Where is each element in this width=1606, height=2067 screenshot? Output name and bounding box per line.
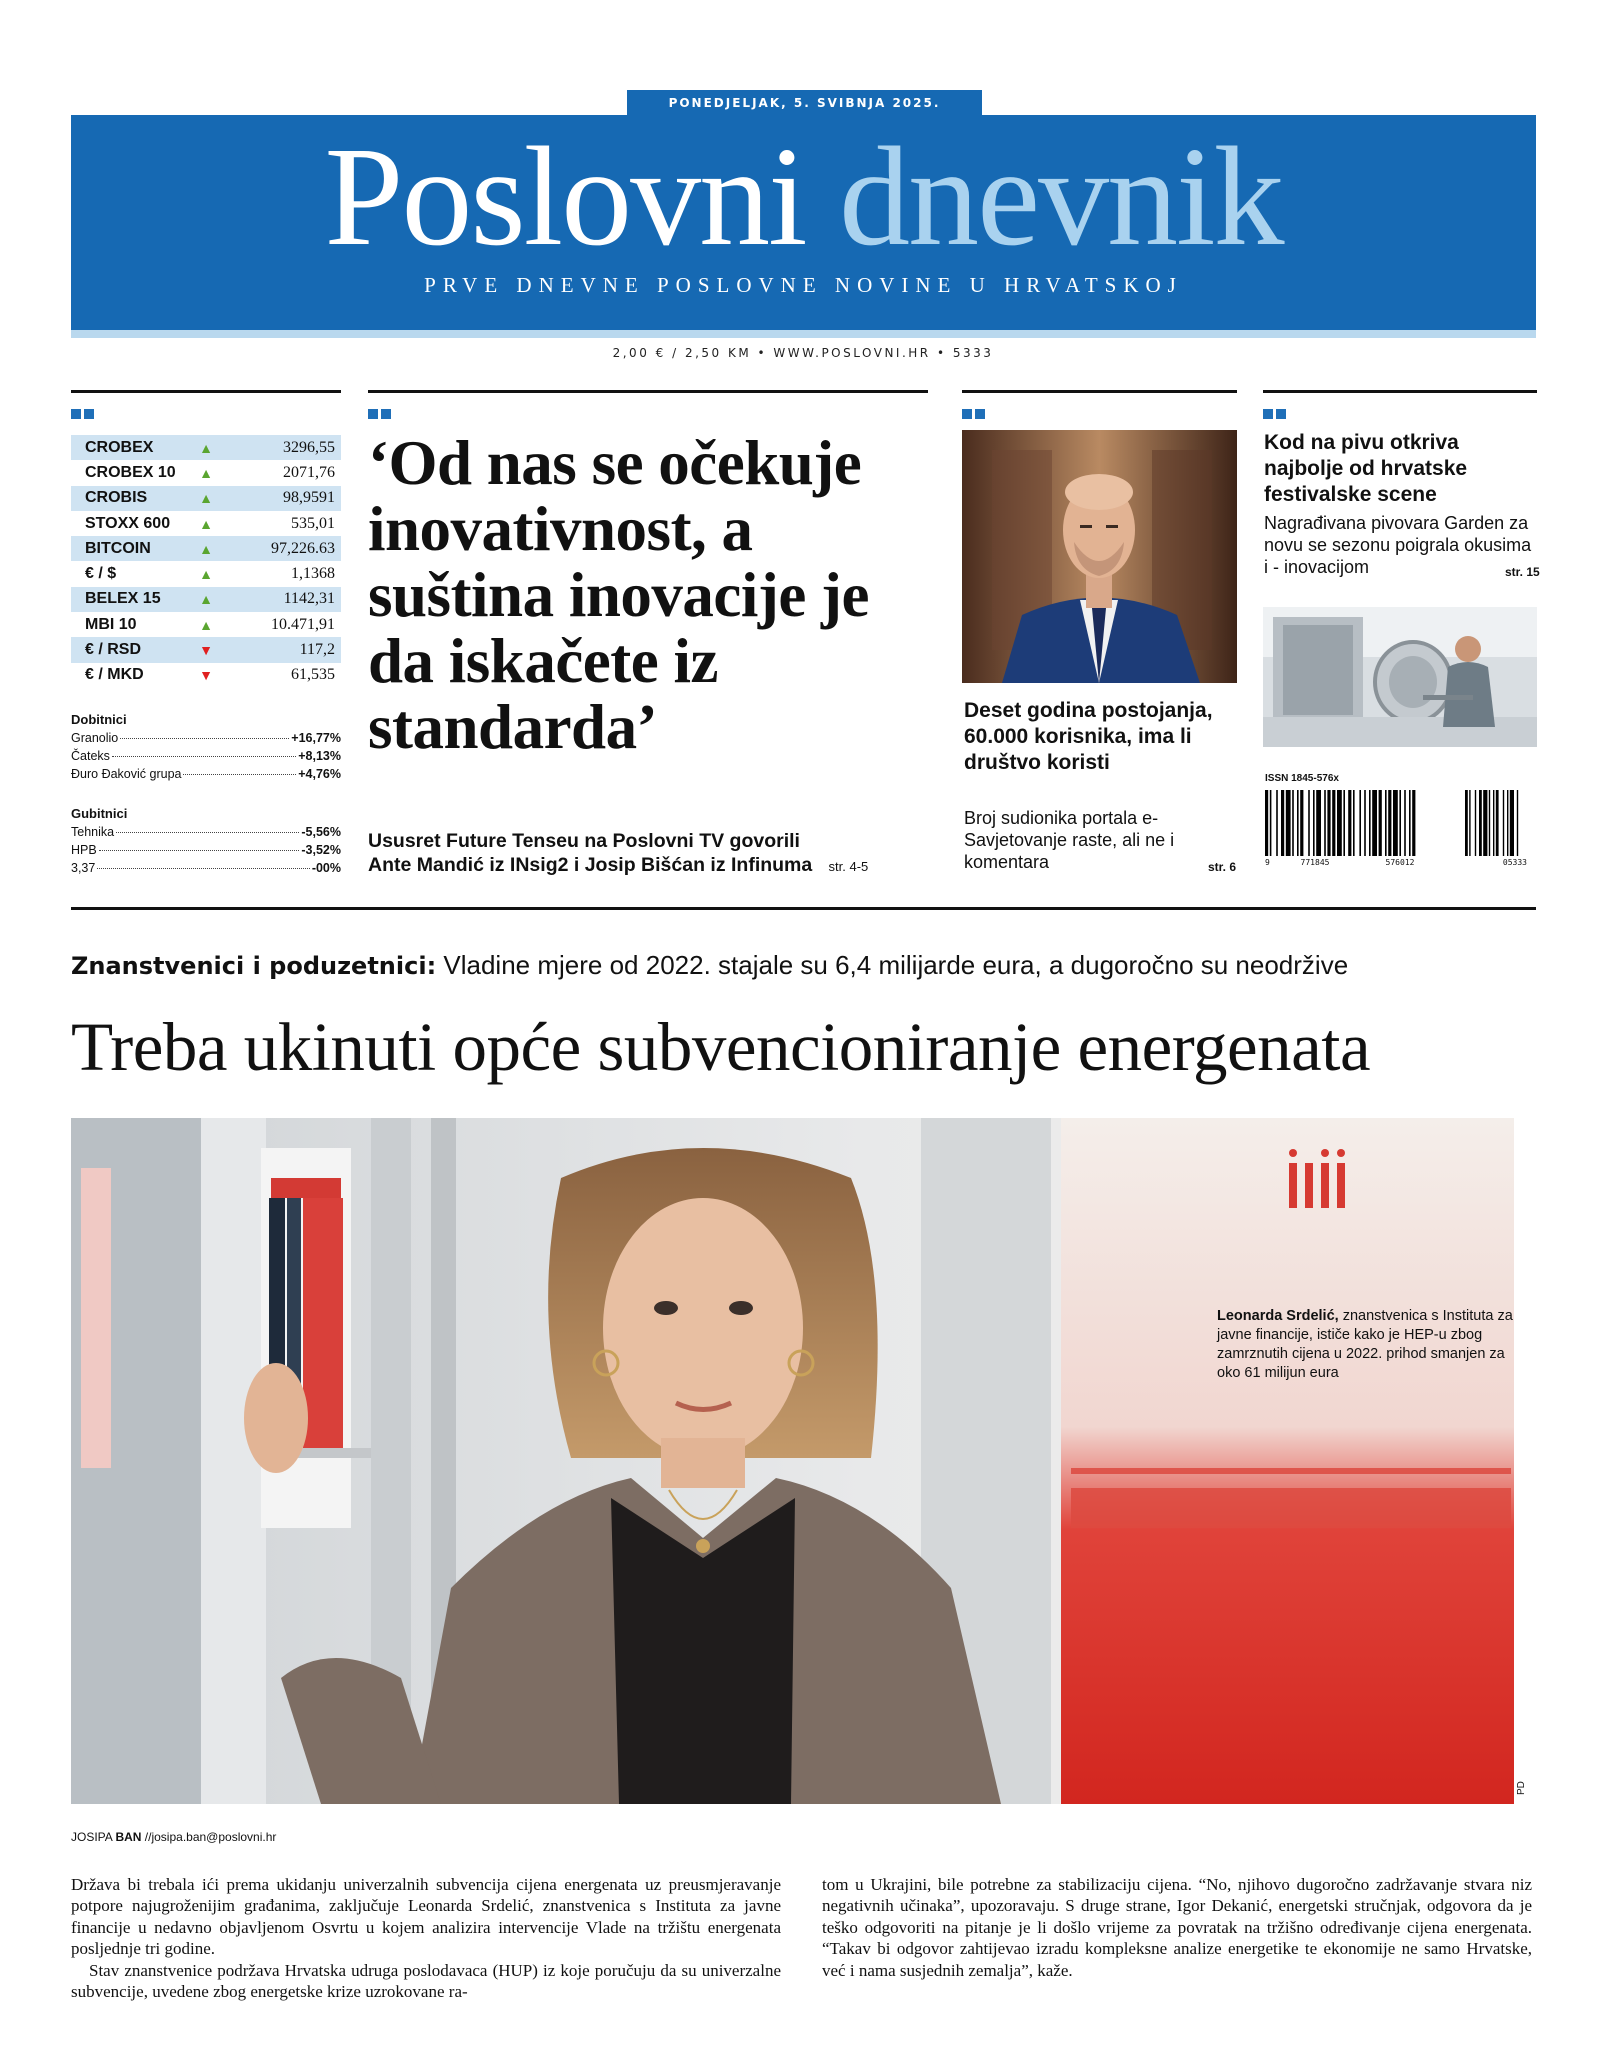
mover-value: +8,13% <box>298 749 341 763</box>
arrow-down-icon: ▼ <box>199 667 213 684</box>
market-row <box>71 511 341 536</box>
article-column-2 <box>822 1874 1532 1981</box>
barcode-bar <box>1343 790 1345 856</box>
caption-name: Leonarda Srdelić, <box>1217 1308 1339 1324</box>
market-row <box>71 637 341 662</box>
middle-story-deck: Broj sudionika portala e-Savjetovanje raste, ali ne i komentara <box>964 808 1175 872</box>
market-name: € / RSD <box>85 641 142 659</box>
barcode <box>1265 790 1535 870</box>
dot-leader <box>112 756 296 757</box>
section-marker <box>1263 409 1286 419</box>
article-column-1 <box>71 1874 781 2002</box>
mover-name: Čateks <box>71 749 110 763</box>
market-value: 1,1368 <box>291 565 335 583</box>
barcode-digits: 576012 <box>1385 858 1415 867</box>
byline <box>71 1830 276 1844</box>
barcode-bar <box>1286 790 1291 856</box>
section-marker <box>962 409 985 419</box>
lead-kicker <box>71 950 1348 981</box>
portrait-photo-man <box>962 430 1237 683</box>
market-row <box>71 561 341 586</box>
barcode-bar <box>1496 790 1499 856</box>
market-row <box>71 486 341 511</box>
section-marker <box>71 409 94 419</box>
barcode-bar <box>1281 790 1284 856</box>
mover-name: Granolio <box>71 731 119 745</box>
mover-row <box>71 843 341 861</box>
column-rule <box>368 390 928 393</box>
barcode-bar <box>1332 790 1335 856</box>
market-row <box>71 435 341 460</box>
column-rule <box>962 390 1237 393</box>
barcode-bar <box>1348 790 1351 856</box>
barcode-digits: 9 <box>1265 858 1270 867</box>
quote-subhead <box>368 829 928 879</box>
barcode-bar <box>1493 790 1494 856</box>
right-story-deck: Nagrađivana pivovara Garden za novu se sezonu poigrala okusima i - inovacijom <box>1264 513 1532 577</box>
arrow-up-icon: ▲ <box>199 515 213 532</box>
mover-value: -3,52% <box>301 843 341 857</box>
kicker-label: Znanstvenici i poduzetnici: <box>71 952 437 980</box>
mover-name: 3,37 <box>71 861 96 875</box>
barcode-bar <box>1324 790 1326 856</box>
market-name: CROBIS <box>85 489 148 507</box>
market-value: 535,01 <box>291 514 335 532</box>
dot-leader <box>183 774 296 775</box>
losers-list <box>71 806 341 879</box>
page-reference: str. 15 <box>1505 565 1540 579</box>
mover-row <box>71 749 341 767</box>
mover-name: HPB <box>71 843 97 857</box>
barcode-bar <box>1475 790 1476 856</box>
barcode-bar <box>1469 790 1470 856</box>
column-rule <box>71 390 341 393</box>
newspaper-logo[interactable] <box>71 115 1536 275</box>
middle-story-headline[interactable]: Deset godina postojanja, 60.000 korisnika, ima li društvo koristi <box>964 699 1213 774</box>
dot-leader <box>97 868 309 869</box>
barcode-bar <box>1517 790 1518 856</box>
market-row <box>71 663 341 688</box>
kicker-text: Vladine mjere od 2022. stajale su 6,4 milijarde eura, a dugoročno su neodržive <box>436 950 1349 980</box>
barcode-bar <box>1337 790 1342 856</box>
barcode-bar <box>1379 790 1382 856</box>
barcode-bar <box>1300 790 1303 856</box>
market-indices <box>71 435 341 688</box>
photo-credit: PD <box>1516 1781 1527 1795</box>
quote-subhead-line2: Ante Mandić iz INsig2 i Josip Bišćan iz Infinuma <box>368 854 813 876</box>
arrow-up-icon: ▲ <box>199 616 213 633</box>
market-name: STOXX 600 <box>85 514 171 532</box>
issue-date: PONEDJELJAK, 5. SVIBNJA 2025. <box>627 90 982 116</box>
mover-row <box>71 767 341 785</box>
market-row <box>71 536 341 561</box>
dot-leader <box>120 738 289 739</box>
barcode-bar <box>1292 790 1294 856</box>
market-value: 98,9591 <box>283 489 335 507</box>
barcode-bar <box>1503 790 1504 856</box>
byline-email[interactable]: //josipa.ban@poslovni.hr <box>141 1830 277 1844</box>
barcode-digits: 771845 <box>1300 858 1330 867</box>
hero-photo-leonarda-srdelic <box>71 1118 1514 1804</box>
mover-value: -00% <box>311 861 341 875</box>
arrow-up-icon: ▲ <box>199 439 213 456</box>
barcode-bar <box>1265 790 1268 856</box>
barcode-bar <box>1399 790 1401 856</box>
market-row <box>71 612 341 637</box>
arrow-up-icon: ▲ <box>199 566 213 583</box>
arrow-down-icon: ▼ <box>199 642 213 659</box>
market-value: 2071,76 <box>283 463 335 481</box>
arrow-up-icon: ▲ <box>199 540 213 557</box>
barcode-bar <box>1510 790 1514 856</box>
mover-row <box>71 861 341 879</box>
barcode-bar <box>1276 790 1278 856</box>
mover-row <box>71 731 341 749</box>
dot-leader <box>99 850 300 851</box>
barcode-bar <box>1297 790 1299 856</box>
market-name: BELEX 15 <box>85 590 161 608</box>
market-name: € / MKD <box>85 666 144 684</box>
quote-subhead-line1: Ususret Future Tenseu na Poslovni TV govorili <box>368 830 800 852</box>
barcode-bar <box>1385 790 1387 856</box>
right-story-headline[interactable]: Kod na pivu otkriva najbolje od hrvatske festivalske scene <box>1264 431 1468 506</box>
tagline: PRVE DNEVNE POSLOVNE NOVINE U HRVATSKOJ <box>424 273 1183 297</box>
barcode-bar <box>1479 790 1482 856</box>
section-marker <box>368 409 391 419</box>
logo-word-dnevnik: dnevnik <box>839 117 1283 275</box>
barcode-bar <box>1313 790 1315 856</box>
market-name: BITCOIN <box>85 539 151 557</box>
section-divider <box>71 907 1536 910</box>
barcode-bar <box>1489 790 1490 856</box>
gainers-title: Dobitnici <box>71 712 127 727</box>
barcode-bar <box>1308 790 1310 856</box>
barcode-bar <box>1270 790 1272 856</box>
barcode-bar <box>1393 790 1398 856</box>
page-reference: str. 6 <box>1208 860 1237 874</box>
article-paragraph: Država bi trebala ići prema ukidanju univerzalnih subvencija cijena energenata uz preusmjeravanje potpore najugroženijim građanima, zaključuje Leonarda Srdelić, znanstvenica s Instituta za javne financije u nedavno objavljenom Osvrtu u kojem analizira intervencije Vlade na tržištu energenata posljednje tri godine. <box>71 1875 781 1959</box>
mover-value: -5,56% <box>301 825 341 839</box>
barcode-bar <box>1465 790 1468 856</box>
byline-first-name: JOSIPA <box>71 1830 116 1844</box>
market-name: CROBEX 10 <box>85 463 176 481</box>
market-value: 117,2 <box>299 641 335 659</box>
arrow-up-icon: ▲ <box>199 591 213 608</box>
issn-number: ISSN 1845-576x <box>1265 773 1339 784</box>
market-value: 97,226.63 <box>271 539 335 557</box>
price-and-website: 2,00 € / 2,50 KM • WWW.POSLOVNI.HR • 5333 <box>612 346 994 360</box>
market-value: 10.471,91 <box>271 615 335 633</box>
page-reference: str. 4-5 <box>828 859 869 874</box>
masthead-underline <box>71 330 1536 338</box>
barcode-bar <box>1409 790 1411 856</box>
arrow-up-icon: ▲ <box>199 464 213 481</box>
barcode-bar <box>1369 790 1371 856</box>
article-paragraph: tom u Ukrajini, bile potrebne za stabilizaciju cijena. “No, njihovo dugoročno zadržavanje stvara niz negativnih učinaka”, upozoravaju. S druge strane, Igor Dekanić, energetski stručnjak, odgovora da je teško odgovoriti na pitanje je li došlo vrijeme za povratak na tržišno određivanje cijena energenata. “Takav bi odgovor zahtijevao izradu kompleksne analize energetike te ekonomije ne samo Hrvatske, već i nama susjednih zemalja”, kaže. <box>822 1875 1532 1980</box>
byline-last-name: BAN <box>115 1830 142 1844</box>
market-value: 1142,31 <box>283 590 335 608</box>
barcode-bar <box>1483 790 1487 856</box>
market-value: 61,535 <box>291 666 335 684</box>
barcode-bar <box>1412 790 1415 856</box>
barcode-bar <box>1359 790 1361 856</box>
quote-headline[interactable]: ‘Od nas se očekuje inovativnost, a suština inovacije je da iskačete iz standarda’ <box>368 428 869 762</box>
barcode-bar <box>1327 790 1330 856</box>
masthead <box>71 115 1536 330</box>
arrow-up-icon: ▲ <box>199 490 213 507</box>
barcode-bar <box>1388 790 1391 856</box>
caption-text: znanstvenica s Instituta za javne financije, ističe kako je HEP-u zbog zamrznutih cijena u 2022. prihod smanjen za oko 61 milijun eura <box>1217 1308 1513 1381</box>
mover-name: Tehnika <box>71 825 115 839</box>
gainers-list <box>71 712 341 785</box>
photo-caption <box>1217 1307 1517 1383</box>
barcode-digits: 05333 <box>1502 858 1527 867</box>
article-paragraph: Stav znanstvenice podržava Hrvatska udruga poslodavaca (HUP) iz koje poručuju da su univerzalne subvencije, uvedene zbog energetske krize uzrokovane ra- <box>71 1960 781 2002</box>
barcode-bar <box>1372 790 1377 856</box>
market-row <box>71 587 341 612</box>
market-name: MBI 10 <box>85 615 137 633</box>
mover-value: +4,76% <box>298 767 341 781</box>
market-row <box>71 460 341 485</box>
barcode-bar <box>1364 790 1366 856</box>
lead-headline[interactable]: Treba ukinuti opće subvencioniranje energenata <box>71 1009 1371 1085</box>
barcode-bar <box>1316 790 1321 856</box>
market-value: 3296,55 <box>283 438 335 456</box>
logo-word-poslovni: Poslovni <box>324 117 806 275</box>
market-name: € / $ <box>85 565 117 583</box>
losers-title: Gubitnici <box>71 806 128 821</box>
mover-name: Đuro Đaković grupa <box>71 767 182 781</box>
brewery-photo <box>1263 607 1537 747</box>
barcode-bar <box>1404 790 1406 856</box>
mover-value: +16,77% <box>291 731 341 745</box>
market-name: CROBEX <box>85 438 154 456</box>
column-rule <box>1263 390 1537 393</box>
barcode-bar <box>1507 790 1508 856</box>
dot-leader <box>116 832 299 833</box>
barcode-bar <box>1353 790 1355 856</box>
mover-row <box>71 825 341 843</box>
